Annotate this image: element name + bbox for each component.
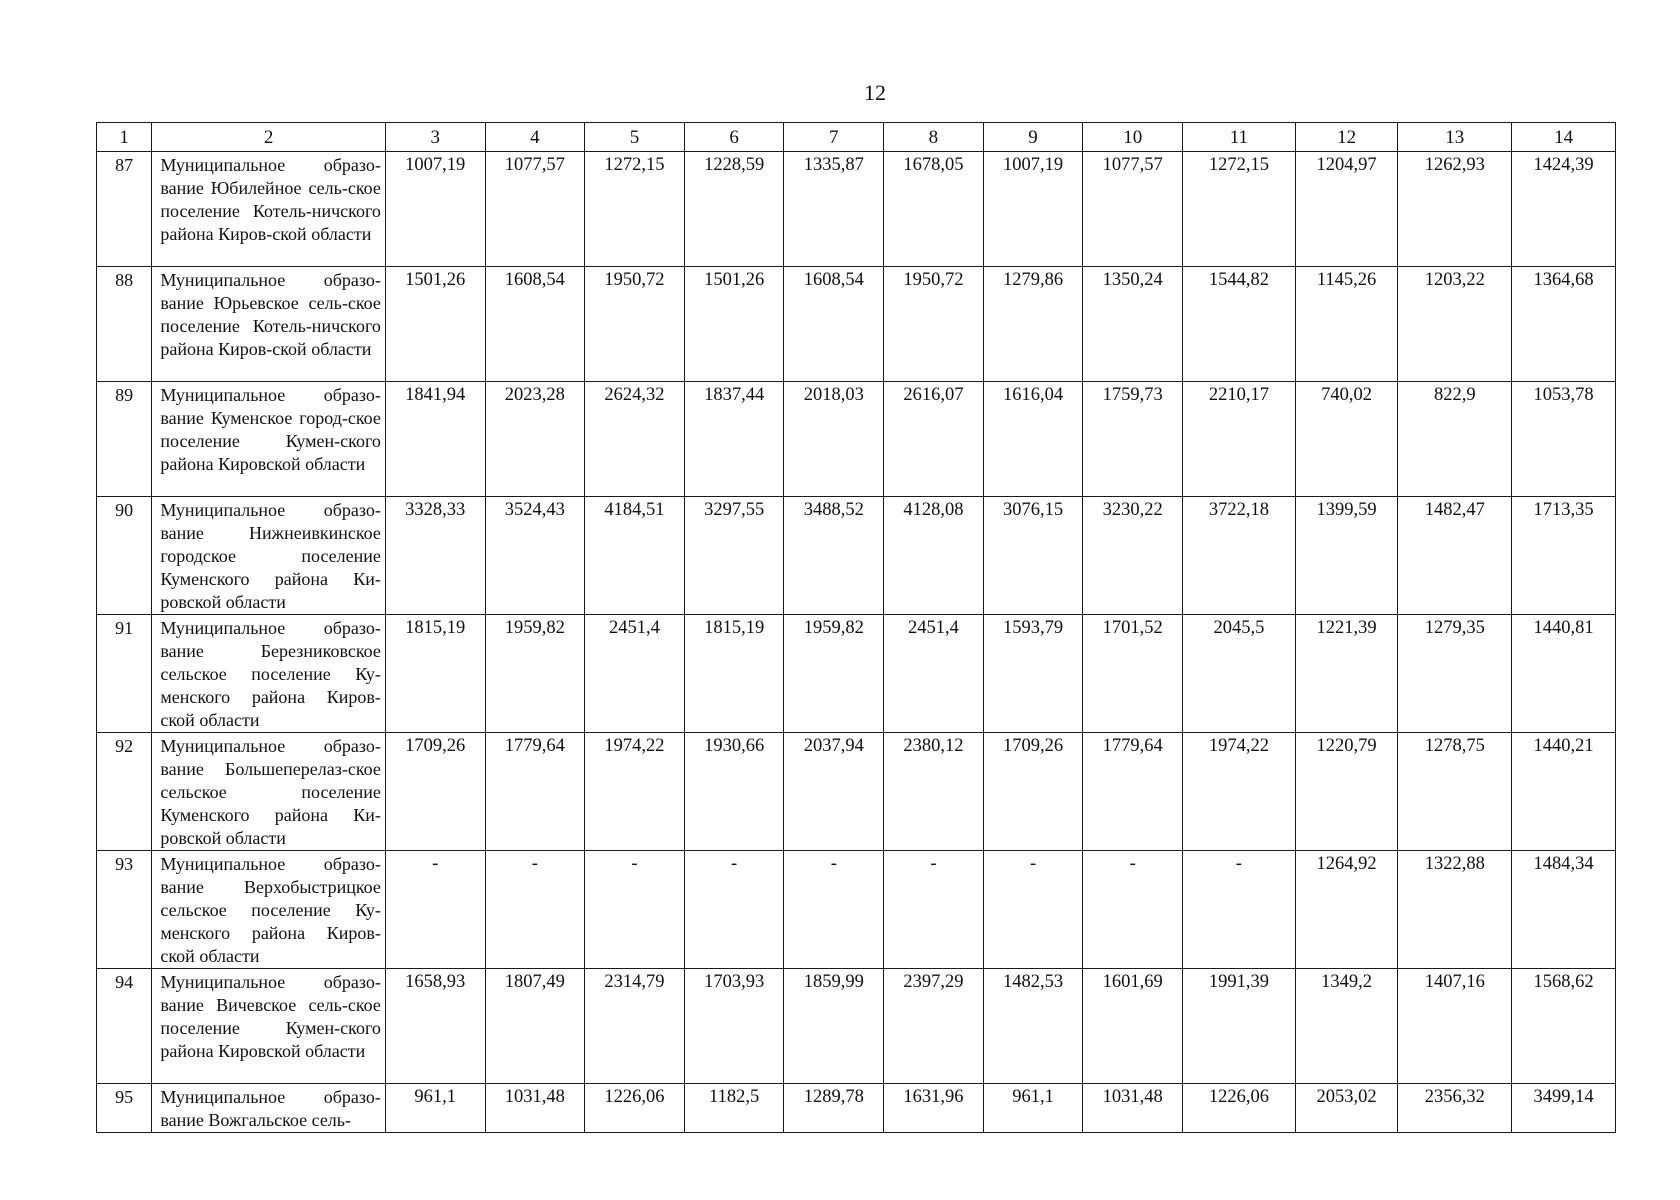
value-cell-col-6: 1815,19 [684, 615, 784, 733]
value-cell-col-5: 2624,32 [585, 382, 685, 497]
column-header-7: 7 [784, 123, 884, 152]
value-cell-col-11: 1226,06 [1183, 1084, 1296, 1133]
column-header-12: 12 [1295, 123, 1398, 152]
table-row [97, 733, 1616, 851]
value-cell-col-13: 1407,16 [1398, 969, 1512, 1084]
value-cell-col-13: 822,9 [1398, 382, 1512, 497]
value-cell-col-7: 1289,78 [784, 1084, 884, 1133]
value-cell-col-6: 1182,5 [684, 1084, 784, 1133]
municipality-name: Муниципальное образо-вание Большеперелаз-ское сельское поселение Куменского района Ки-ровской области [152, 733, 386, 851]
column-header-4: 4 [485, 123, 585, 152]
municipality-name: Муниципальное образо-вание Верхобыстрицкое сельское поселение Ку-менского района Киров-ской области [152, 851, 386, 969]
data-table [96, 122, 1616, 1133]
value-cell-col-13: 1203,22 [1398, 267, 1512, 382]
value-cell-col-7: 3488,52 [784, 497, 884, 615]
column-header-2: 2 [152, 123, 386, 152]
value-cell-col-14: 1713,35 [1512, 497, 1616, 615]
table-row [97, 615, 1616, 733]
municipality-name: Муниципальное образо-вание Юрьевское сель-ское поселение Котель-ничского района Киров-ской области [152, 267, 386, 382]
value-cell-col-5: 4184,51 [585, 497, 685, 615]
value-cell-col-3: 1815,19 [385, 615, 485, 733]
value-cell-col-10: 1759,73 [1083, 382, 1183, 497]
value-cell-col-5: 1950,72 [585, 267, 685, 382]
value-cell-col-12: 1221,39 [1295, 615, 1398, 733]
value-cell-col-11: - [1183, 851, 1296, 969]
value-cell-col-12: 1220,79 [1295, 733, 1398, 851]
value-cell-col-13: 1482,47 [1398, 497, 1512, 615]
table-body [97, 152, 1616, 1133]
column-header-11: 11 [1183, 123, 1296, 152]
value-cell-col-3: - [385, 851, 485, 969]
value-cell-col-7: 1608,54 [784, 267, 884, 382]
value-cell-col-5: - [585, 851, 685, 969]
value-cell-col-10: 1701,52 [1083, 615, 1183, 733]
value-cell-col-9: 1709,26 [983, 733, 1083, 851]
row-number: 92 [97, 733, 152, 851]
value-cell-col-12: 1399,59 [1295, 497, 1398, 615]
value-cell-col-8: 2616,07 [884, 382, 984, 497]
municipality-name: Муниципальное образо-вание Юбилейное сель-ское поселение Котель-ничского района Киров-ской области [152, 152, 386, 267]
value-cell-col-10: 1077,57 [1083, 152, 1183, 267]
value-cell-col-7: 2018,03 [784, 382, 884, 497]
value-cell-col-11: 1974,22 [1183, 733, 1296, 851]
row-number: 95 [97, 1084, 152, 1133]
value-cell-col-13: 1279,35 [1398, 615, 1512, 733]
value-cell-col-9: 1007,19 [983, 152, 1083, 267]
column-header-6: 6 [684, 123, 784, 152]
row-number: 94 [97, 969, 152, 1084]
value-cell-col-6: 1703,93 [684, 969, 784, 1084]
table-row [97, 969, 1616, 1084]
value-cell-col-12: 740,02 [1295, 382, 1398, 497]
value-cell-col-6: - [684, 851, 784, 969]
value-cell-col-10: 3230,22 [1083, 497, 1183, 615]
value-cell-col-4: 1031,48 [485, 1084, 585, 1133]
value-cell-col-14: 1053,78 [1512, 382, 1616, 497]
value-cell-col-8: 4128,08 [884, 497, 984, 615]
value-cell-col-8: 1950,72 [884, 267, 984, 382]
data-table-wrapper [96, 122, 1616, 1133]
row-number: 91 [97, 615, 152, 733]
value-cell-col-10: 1779,64 [1083, 733, 1183, 851]
value-cell-col-10: 1031,48 [1083, 1084, 1183, 1133]
value-cell-col-6: 1837,44 [684, 382, 784, 497]
table-row [97, 267, 1616, 382]
value-cell-col-12: 1349,2 [1295, 969, 1398, 1084]
value-cell-col-5: 1272,15 [585, 152, 685, 267]
value-cell-col-4: 1779,64 [485, 733, 585, 851]
row-number: 88 [97, 267, 152, 382]
value-cell-col-7: 2037,94 [784, 733, 884, 851]
value-cell-col-5: 1226,06 [585, 1084, 685, 1133]
column-header-9: 9 [983, 123, 1083, 152]
value-cell-col-13: 1278,75 [1398, 733, 1512, 851]
table-row [97, 851, 1616, 969]
value-cell-col-4: 3524,43 [485, 497, 585, 615]
value-cell-col-13: 1262,93 [1398, 152, 1512, 267]
municipality-name: Муниципальное образо-вание Вожгальское сель- [152, 1084, 386, 1133]
value-cell-col-12: 1204,97 [1295, 152, 1398, 267]
value-cell-col-11: 2210,17 [1183, 382, 1296, 497]
value-cell-col-7: 1335,87 [784, 152, 884, 267]
value-cell-col-9: - [983, 851, 1083, 969]
municipality-name: Муниципальное образо-вание Нижнеивкинское городское поселение Куменского района Ки-ровской области [152, 497, 386, 615]
value-cell-col-8: 2380,12 [884, 733, 984, 851]
value-cell-col-7: - [784, 851, 884, 969]
value-cell-col-14: 1440,81 [1512, 615, 1616, 733]
value-cell-col-8: 2397,29 [884, 969, 984, 1084]
table-row [97, 1084, 1616, 1133]
value-cell-col-14: 1440,21 [1512, 733, 1616, 851]
value-cell-col-7: 1859,99 [784, 969, 884, 1084]
value-cell-col-9: 1593,79 [983, 615, 1083, 733]
value-cell-col-3: 1658,93 [385, 969, 485, 1084]
value-cell-col-14: 1364,68 [1512, 267, 1616, 382]
value-cell-col-9: 1279,86 [983, 267, 1083, 382]
value-cell-col-11: 1991,39 [1183, 969, 1296, 1084]
column-header-1: 1 [97, 123, 152, 152]
column-header-14: 14 [1512, 123, 1616, 152]
municipality-name: Муниципальное образо-вание Куменское город-ское поселение Кумен-ского района Кировской области [152, 382, 386, 497]
value-cell-col-4: 1807,49 [485, 969, 585, 1084]
value-cell-col-14: 1424,39 [1512, 152, 1616, 267]
value-cell-col-3: 1709,26 [385, 733, 485, 851]
table-row [97, 497, 1616, 615]
value-cell-col-6: 1228,59 [684, 152, 784, 267]
table-row [97, 382, 1616, 497]
value-cell-col-4: 1959,82 [485, 615, 585, 733]
column-header-10: 10 [1083, 123, 1183, 152]
value-cell-col-6: 1501,26 [684, 267, 784, 382]
row-number: 87 [97, 152, 152, 267]
value-cell-col-3: 3328,33 [385, 497, 485, 615]
value-cell-col-11: 2045,5 [1183, 615, 1296, 733]
municipality-name: Муниципальное образо-вание Березниковское сельское поселение Ку-менского района Киров-ской области [152, 615, 386, 733]
table-row [97, 152, 1616, 267]
value-cell-col-4: - [485, 851, 585, 969]
page-number: 12 [864, 80, 886, 105]
value-cell-col-5: 1974,22 [585, 733, 685, 851]
value-cell-col-13: 1322,88 [1398, 851, 1512, 969]
value-cell-col-7: 1959,82 [784, 615, 884, 733]
value-cell-col-11: 3722,18 [1183, 497, 1296, 615]
value-cell-col-12: 1264,92 [1295, 851, 1398, 969]
value-cell-col-10: - [1083, 851, 1183, 969]
value-cell-col-14: 3499,14 [1512, 1084, 1616, 1133]
value-cell-col-8: 1678,05 [884, 152, 984, 267]
value-cell-col-8: - [884, 851, 984, 969]
value-cell-col-4: 1608,54 [485, 267, 585, 382]
value-cell-col-12: 1145,26 [1295, 267, 1398, 382]
value-cell-col-3: 1841,94 [385, 382, 485, 497]
municipality-name: Муниципальное образо-вание Вичевское сель-ское поселение Кумен-ского района Кировской области [152, 969, 386, 1084]
value-cell-col-6: 3297,55 [684, 497, 784, 615]
value-cell-col-9: 961,1 [983, 1084, 1083, 1133]
value-cell-col-12: 2053,02 [1295, 1084, 1398, 1133]
value-cell-col-8: 1631,96 [884, 1084, 984, 1133]
row-number: 89 [97, 382, 152, 497]
column-header-5: 5 [585, 123, 685, 152]
value-cell-col-5: 2314,79 [585, 969, 685, 1084]
column-header-13: 13 [1398, 123, 1512, 152]
value-cell-col-4: 1077,57 [485, 152, 585, 267]
value-cell-col-11: 1544,82 [1183, 267, 1296, 382]
value-cell-col-9: 1482,53 [983, 969, 1083, 1084]
value-cell-col-3: 1007,19 [385, 152, 485, 267]
value-cell-col-10: 1601,69 [1083, 969, 1183, 1084]
value-cell-col-3: 961,1 [385, 1084, 485, 1133]
value-cell-col-6: 1930,66 [684, 733, 784, 851]
column-header-3: 3 [385, 123, 485, 152]
value-cell-col-5: 2451,4 [585, 615, 685, 733]
value-cell-col-4: 2023,28 [485, 382, 585, 497]
header-row [97, 123, 1616, 152]
value-cell-col-14: 1568,62 [1512, 969, 1616, 1084]
value-cell-col-3: 1501,26 [385, 267, 485, 382]
column-header-8: 8 [884, 123, 984, 152]
value-cell-col-14: 1484,34 [1512, 851, 1616, 969]
value-cell-col-8: 2451,4 [884, 615, 984, 733]
value-cell-col-11: 1272,15 [1183, 152, 1296, 267]
value-cell-col-9: 1616,04 [983, 382, 1083, 497]
row-number: 93 [97, 851, 152, 969]
value-cell-col-13: 2356,32 [1398, 1084, 1512, 1133]
value-cell-col-10: 1350,24 [1083, 267, 1183, 382]
row-number: 90 [97, 497, 152, 615]
value-cell-col-9: 3076,15 [983, 497, 1083, 615]
